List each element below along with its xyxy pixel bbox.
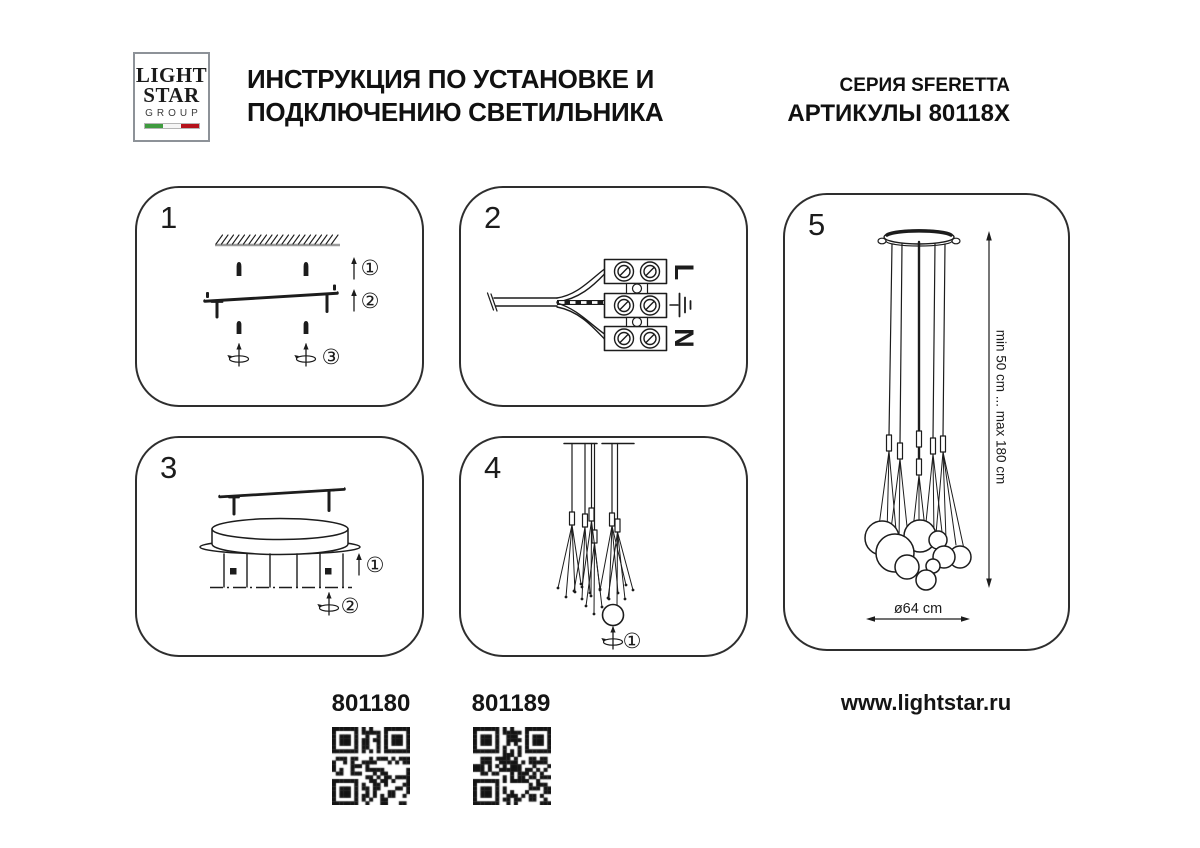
- step-marker-2: ②: [360, 289, 380, 313]
- website-url: www.lightstar.ru: [840, 690, 1012, 715]
- height-dimension: [986, 231, 1008, 588]
- panel-step-5: [783, 193, 1070, 651]
- step-marker-1: ①: [365, 553, 385, 577]
- panel-number: 1: [160, 200, 178, 235]
- terminal-block: [605, 260, 667, 351]
- title-line-2: ПОДКЛЮЧЕНИЮ СВЕТИЛЬНИКА: [247, 97, 664, 127]
- wire-adjustment-diagram: [461, 438, 746, 655]
- fixture-overview-diagram: [785, 195, 1068, 649]
- logo-star: STAR: [143, 83, 200, 107]
- panel-step-2: [459, 186, 748, 407]
- ceiling-mounting-diagram: [137, 188, 422, 405]
- screw-rotate-icon: [227, 343, 248, 366]
- wiring-terminal-diagram: [461, 188, 746, 405]
- glass-sphere: [603, 605, 624, 626]
- arrow-up-icon: [351, 257, 357, 279]
- height-range-label: min 50 cm ... max 180 cm: [993, 329, 1009, 485]
- panel-number: 3: [160, 450, 178, 485]
- article-code-2: 801189: [471, 690, 551, 717]
- panel-step-3: [135, 436, 424, 657]
- panel-number: 2: [484, 200, 502, 235]
- mounting-bracket: [220, 488, 344, 515]
- earth-symbol-icon: [670, 294, 691, 317]
- title-line-1: ИНСТРУКЦИЯ ПО УСТАНОВКЕ И: [247, 64, 654, 94]
- dowel-icon: [237, 262, 309, 276]
- series-block: [787, 75, 1010, 128]
- logo-group: GROUP: [145, 108, 202, 119]
- step-marker-1: ①: [360, 256, 380, 280]
- panel-number: 5: [808, 207, 826, 242]
- diameter-label: ø64 cm: [893, 601, 943, 617]
- step-marker-2: ②: [340, 594, 360, 618]
- page-title: [247, 63, 663, 129]
- qr-code-icon: [473, 727, 551, 805]
- arrow-up-icon: [356, 553, 362, 575]
- suspension-wires: [879, 242, 964, 552]
- mounting-bracket: [205, 285, 337, 318]
- screw-rotate-icon: [294, 343, 315, 366]
- panel-number: 4: [484, 450, 502, 485]
- article-code-1: 801180: [331, 690, 411, 717]
- canopy-mounting-diagram: [137, 438, 422, 655]
- screw-rotate-icon: [317, 592, 338, 615]
- terminal-label-live: L: [669, 263, 699, 281]
- diameter-dimension: [866, 601, 970, 622]
- supply-cable: [488, 269, 605, 339]
- logo-light: LIGHT: [135, 63, 208, 87]
- lightstar-logo: [133, 52, 210, 142]
- arrow-up-icon: [351, 289, 357, 311]
- pendant-wires: [557, 444, 635, 616]
- canopy-base: [200, 519, 360, 555]
- step-marker-3: ③: [321, 345, 341, 369]
- qr-code-icon: [332, 727, 410, 805]
- pendant-wires: [210, 554, 352, 588]
- italian-flag-icon: [144, 123, 200, 129]
- panel-step-1: [135, 186, 424, 407]
- article-numbers: АРТИКУЛЫ 80118X: [787, 100, 1010, 127]
- screw-icon: [237, 321, 309, 334]
- panel-step-4: [459, 436, 748, 657]
- terminal-label-neutral: N: [669, 328, 699, 348]
- screw-rotate-icon: [601, 626, 622, 649]
- sphere-cluster: [865, 520, 971, 590]
- series-name: СЕРИЯ SFERETTA: [839, 75, 1010, 96]
- ceiling-hatch-icon: [215, 235, 340, 245]
- step-marker-1: ①: [622, 629, 642, 653]
